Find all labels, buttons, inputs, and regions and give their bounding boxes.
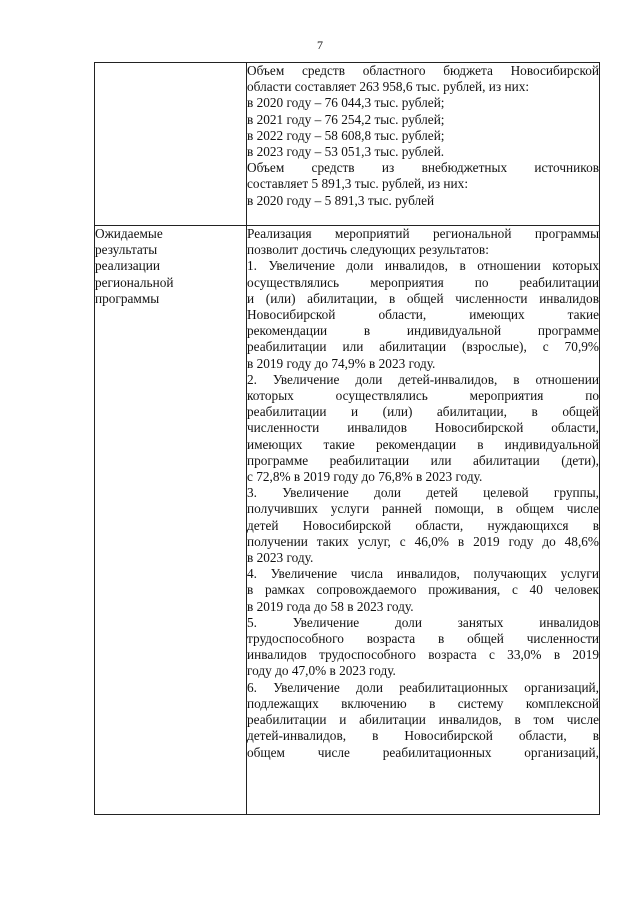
results-text-line: которых осуществлялись мероприятия по xyxy=(247,388,599,404)
results-text-line: детей Новосибирской области, нуждающихся в xyxy=(247,517,599,533)
results-text-line: году до 47,0% в 2023 году. xyxy=(247,663,396,679)
budget-text-line: области составляет 263 958,6 тыс. рублей, из них: xyxy=(247,79,530,95)
results-text-line: в 2019 года до 58 в 2023 году. xyxy=(247,598,414,614)
results-row xyxy=(95,226,600,815)
results-text-line: 2. Увеличение доли детей-инвалидов, в отношении xyxy=(247,371,599,387)
budget-text-line: в 2020 году – 5 891,3 тыс. рублей xyxy=(247,192,435,208)
results-text-line: программе реабилитации или абилитации (дети), xyxy=(247,452,599,468)
results-text-line: инвалидов трудоспособного возраста с 33,0% в 2019 xyxy=(247,647,599,663)
results-text-line: с 72,8% в 2019 году до 76,8% в 2023 году. xyxy=(247,469,483,485)
results-content-cell xyxy=(247,226,600,815)
budget-text-line: составляет 5 891,3 тыс. рублей, из них: xyxy=(247,176,469,192)
results-label-line: региональной xyxy=(95,274,174,290)
budget-text-line: в 2021 году – 76 254,2 тыс. рублей; xyxy=(247,111,445,127)
results-label-line: результаты xyxy=(95,242,158,258)
results-text-line: детей-инвалидов, в Новосибирской области, в xyxy=(247,728,599,744)
budget-row xyxy=(95,63,600,226)
results-text-line: 6. Увеличение доли реабилитационных организаций, xyxy=(247,679,599,695)
results-text-line: в рамках сопровождаемого проживания, с 40 человек xyxy=(247,582,599,598)
budget-label-cell xyxy=(95,63,247,226)
results-text-line: получивших услуги ранней помощи, в общем числе xyxy=(247,501,599,517)
results-text-line: 1. Увеличение доли инвалидов, в отношении которых xyxy=(247,258,599,274)
results-text-line: Новосибирской области, имеющих такие xyxy=(247,307,599,323)
results-label-line: Ожидаемые xyxy=(95,226,163,241)
results-text-line: реабилитации и (или) абилитации, в общей xyxy=(247,404,599,420)
results-label-line: программы xyxy=(95,290,160,306)
results-text-line: позволит достичь следующих результатов: xyxy=(247,242,489,258)
results-text-line: в 2023 году. xyxy=(247,550,314,566)
results-text-line: трудоспособного возраста в общей численности xyxy=(247,631,599,647)
results-text-line: 4. Увеличение числа инвалидов, получающих услуги xyxy=(247,566,599,582)
budget-text-line: в 2022 году – 58 608,8 тыс. рублей; xyxy=(247,127,445,143)
results-label-cell xyxy=(95,226,247,815)
results-text-line: Реализация мероприятий региональной программы xyxy=(247,226,599,241)
budget-text-line: в 2023 году – 53 051,3 тыс. рублей. xyxy=(247,144,445,160)
results-text-line: осуществлялись мероприятия по реабилитации xyxy=(247,274,599,290)
passport-table xyxy=(94,62,600,815)
results-text-line: реабилитации или абилитации (взрослые), с 70,9% xyxy=(247,339,599,355)
results-text-line: численности инвалидов Новосибирской области, xyxy=(247,420,599,436)
results-text-line: и (или) абилитации, в общей численности инвалидов xyxy=(247,290,599,306)
budget-text-line: Объем средств из внебюджетных источников xyxy=(247,160,599,176)
budget-content-cell xyxy=(247,63,600,226)
results-text-line: 3. Увеличение доли детей целевой группы, xyxy=(247,485,599,501)
results-text-line: имеющих такие рекомендации в индивидуальной xyxy=(247,436,599,452)
results-text-line: 5. Увеличение доли занятых инвалидов xyxy=(247,614,599,630)
results-text-line: получении таких услуг, с 46,0% в 2019 году до 48,6% xyxy=(247,533,599,549)
results-text-line: реабилитации и абилитации инвалидов, в том числе xyxy=(247,712,599,728)
page-number: 7 xyxy=(317,38,323,52)
results-text-line: общем числе реабилитационных организаций, xyxy=(247,744,599,760)
results-text-line: рекомендации в индивидуальной программе xyxy=(247,323,599,339)
results-text-line: подлежащих включению в систему комплексной xyxy=(247,695,599,711)
budget-text-line: в 2020 году – 76 044,3 тыс. рублей; xyxy=(247,95,445,111)
results-label-line: реализации xyxy=(95,258,160,274)
results-text-line: в 2019 году до 74,9% в 2023 году. xyxy=(247,355,436,371)
budget-text-line: Объем средств областного бюджета Новосибирской xyxy=(247,63,599,78)
